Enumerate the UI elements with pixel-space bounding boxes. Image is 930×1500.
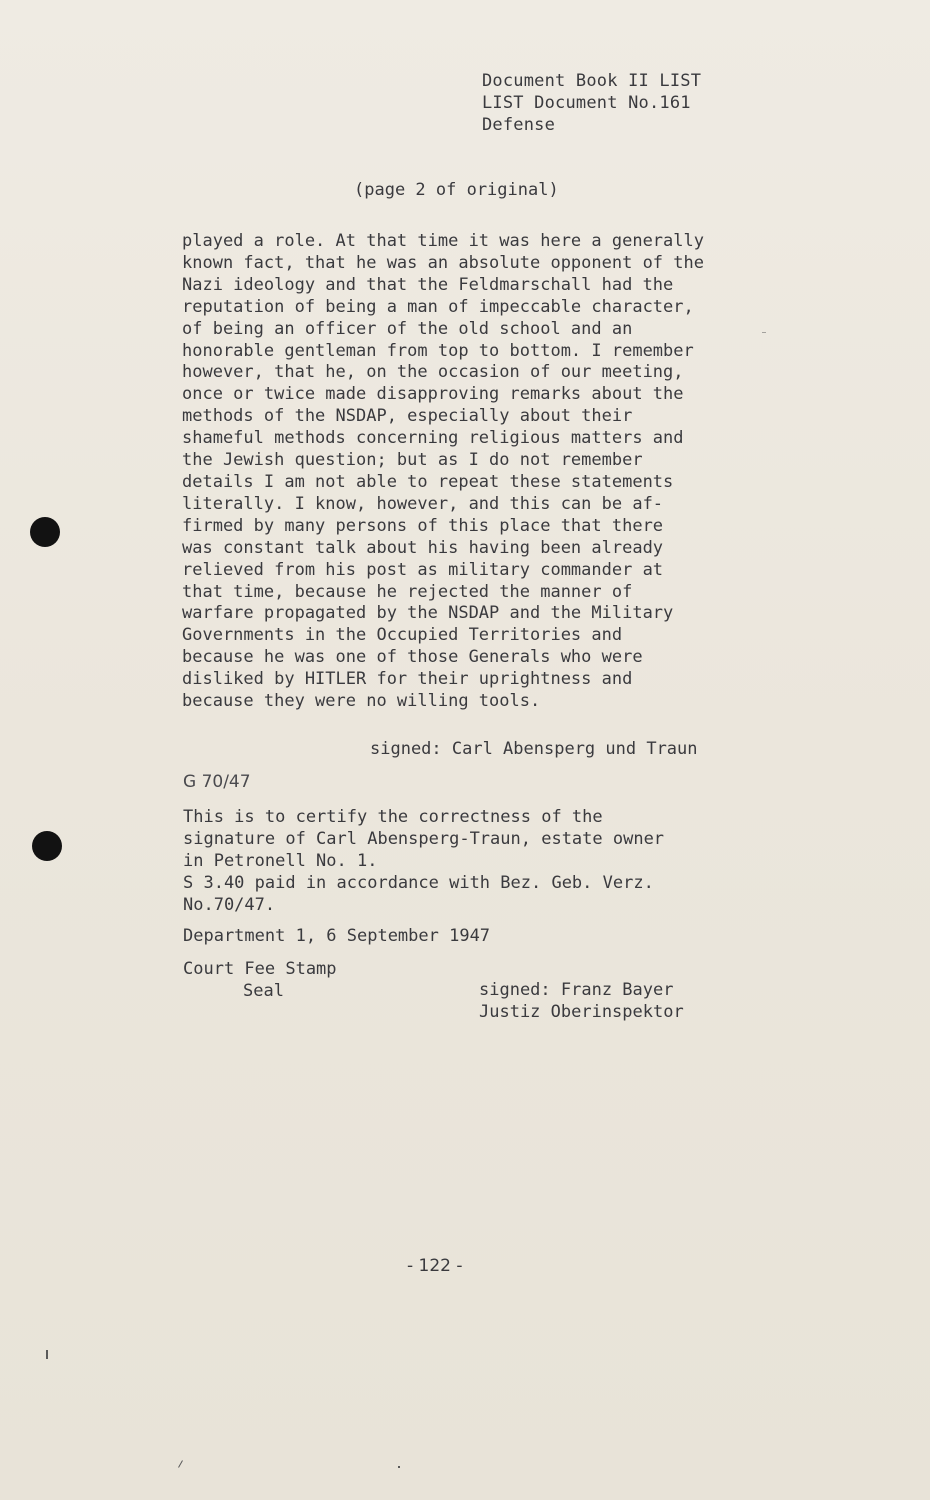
certification-block [183, 806, 664, 916]
body-line: once or twice made disapproving remarks about the [182, 384, 684, 405]
handwritten-reference-number: G 70/47 [183, 772, 251, 792]
body-line: details I am not able to repeat these statements [182, 471, 674, 492]
paper-speck [178, 1460, 183, 1467]
paper-speck [398, 1466, 400, 1468]
header-defense-label: Defense [482, 115, 556, 135]
header-book-line: Document Book II LIST [482, 71, 702, 91]
page-of-original-note: (page 2 of original) [354, 180, 559, 200]
seal-label: Seal [243, 981, 284, 1001]
body-line: Governments in the Occupied Territories and [182, 625, 623, 646]
body-line: firmed by many persons of this place that there [182, 515, 664, 536]
page-number: - 122 - [407, 1256, 463, 1276]
punch-hole-upper [30, 517, 60, 547]
official-signature-block [479, 979, 684, 1023]
body-line: honorable gentleman from top to bottom. I remember [182, 340, 694, 361]
certification-line: in Petronell No. 1. [183, 851, 378, 871]
document-header [482, 70, 701, 136]
certification-line: S 3.40 paid in accordance with Bez. Geb. Verz. [183, 873, 654, 893]
body-line: Nazi ideology and that the Feldmarschall had the [182, 274, 674, 295]
body-line: was constant talk about his having been already [182, 537, 664, 558]
body-line: played a role. At that time it was here a generally [182, 231, 704, 251]
official-title: Justiz Oberinspektor [479, 1002, 684, 1022]
body-line: shameful methods concerning religious matters and [182, 428, 684, 449]
affidavit-body [182, 231, 792, 713]
official-signature: signed: Franz Bayer [479, 980, 674, 1000]
body-line: however, that he, on the occasion of our meeting, [182, 362, 684, 383]
body-line: literally. I know, however, and this can be af- [182, 493, 664, 514]
body-line: disliked by HITLER for their uprightness and [182, 669, 633, 690]
header-document-number: LIST Document No.161 [482, 93, 691, 113]
body-line: the Jewish question; but as I do not remember [182, 450, 643, 471]
certification-line: No.70/47. [183, 895, 276, 915]
paper-speck [762, 332, 766, 333]
body-line: that time, because he rejected the manner of [182, 581, 633, 602]
certification-line: This is to certify the correctness of the [183, 807, 603, 827]
affiant-signature: signed: Carl Abensperg und Traun [370, 739, 698, 759]
department-date-line: Department 1, 6 September 1947 [183, 926, 491, 946]
body-line: known fact, that he was an absolute opponent of the [182, 252, 704, 273]
paper-speck [46, 1350, 48, 1359]
body-line: reputation of being a man of impeccable character, [182, 296, 694, 317]
body-line: because they were no willing tools. [182, 691, 541, 712]
body-line: methods of the NSDAP, especially about their [182, 406, 633, 427]
body-line: relieved from his post as military commander at [182, 559, 664, 580]
body-line: because he was one of those Generals who were [182, 647, 643, 668]
punch-hole-lower [32, 831, 62, 861]
certification-line: signature of Carl Abensperg-Traun, estate owner [183, 829, 665, 849]
body-line: warfare propagated by the NSDAP and the Military [182, 603, 674, 624]
fee-stamp-block [183, 958, 337, 1002]
court-fee-stamp-label: Court Fee Stamp [183, 959, 337, 979]
body-line: of being an officer of the old school and an [182, 318, 633, 339]
